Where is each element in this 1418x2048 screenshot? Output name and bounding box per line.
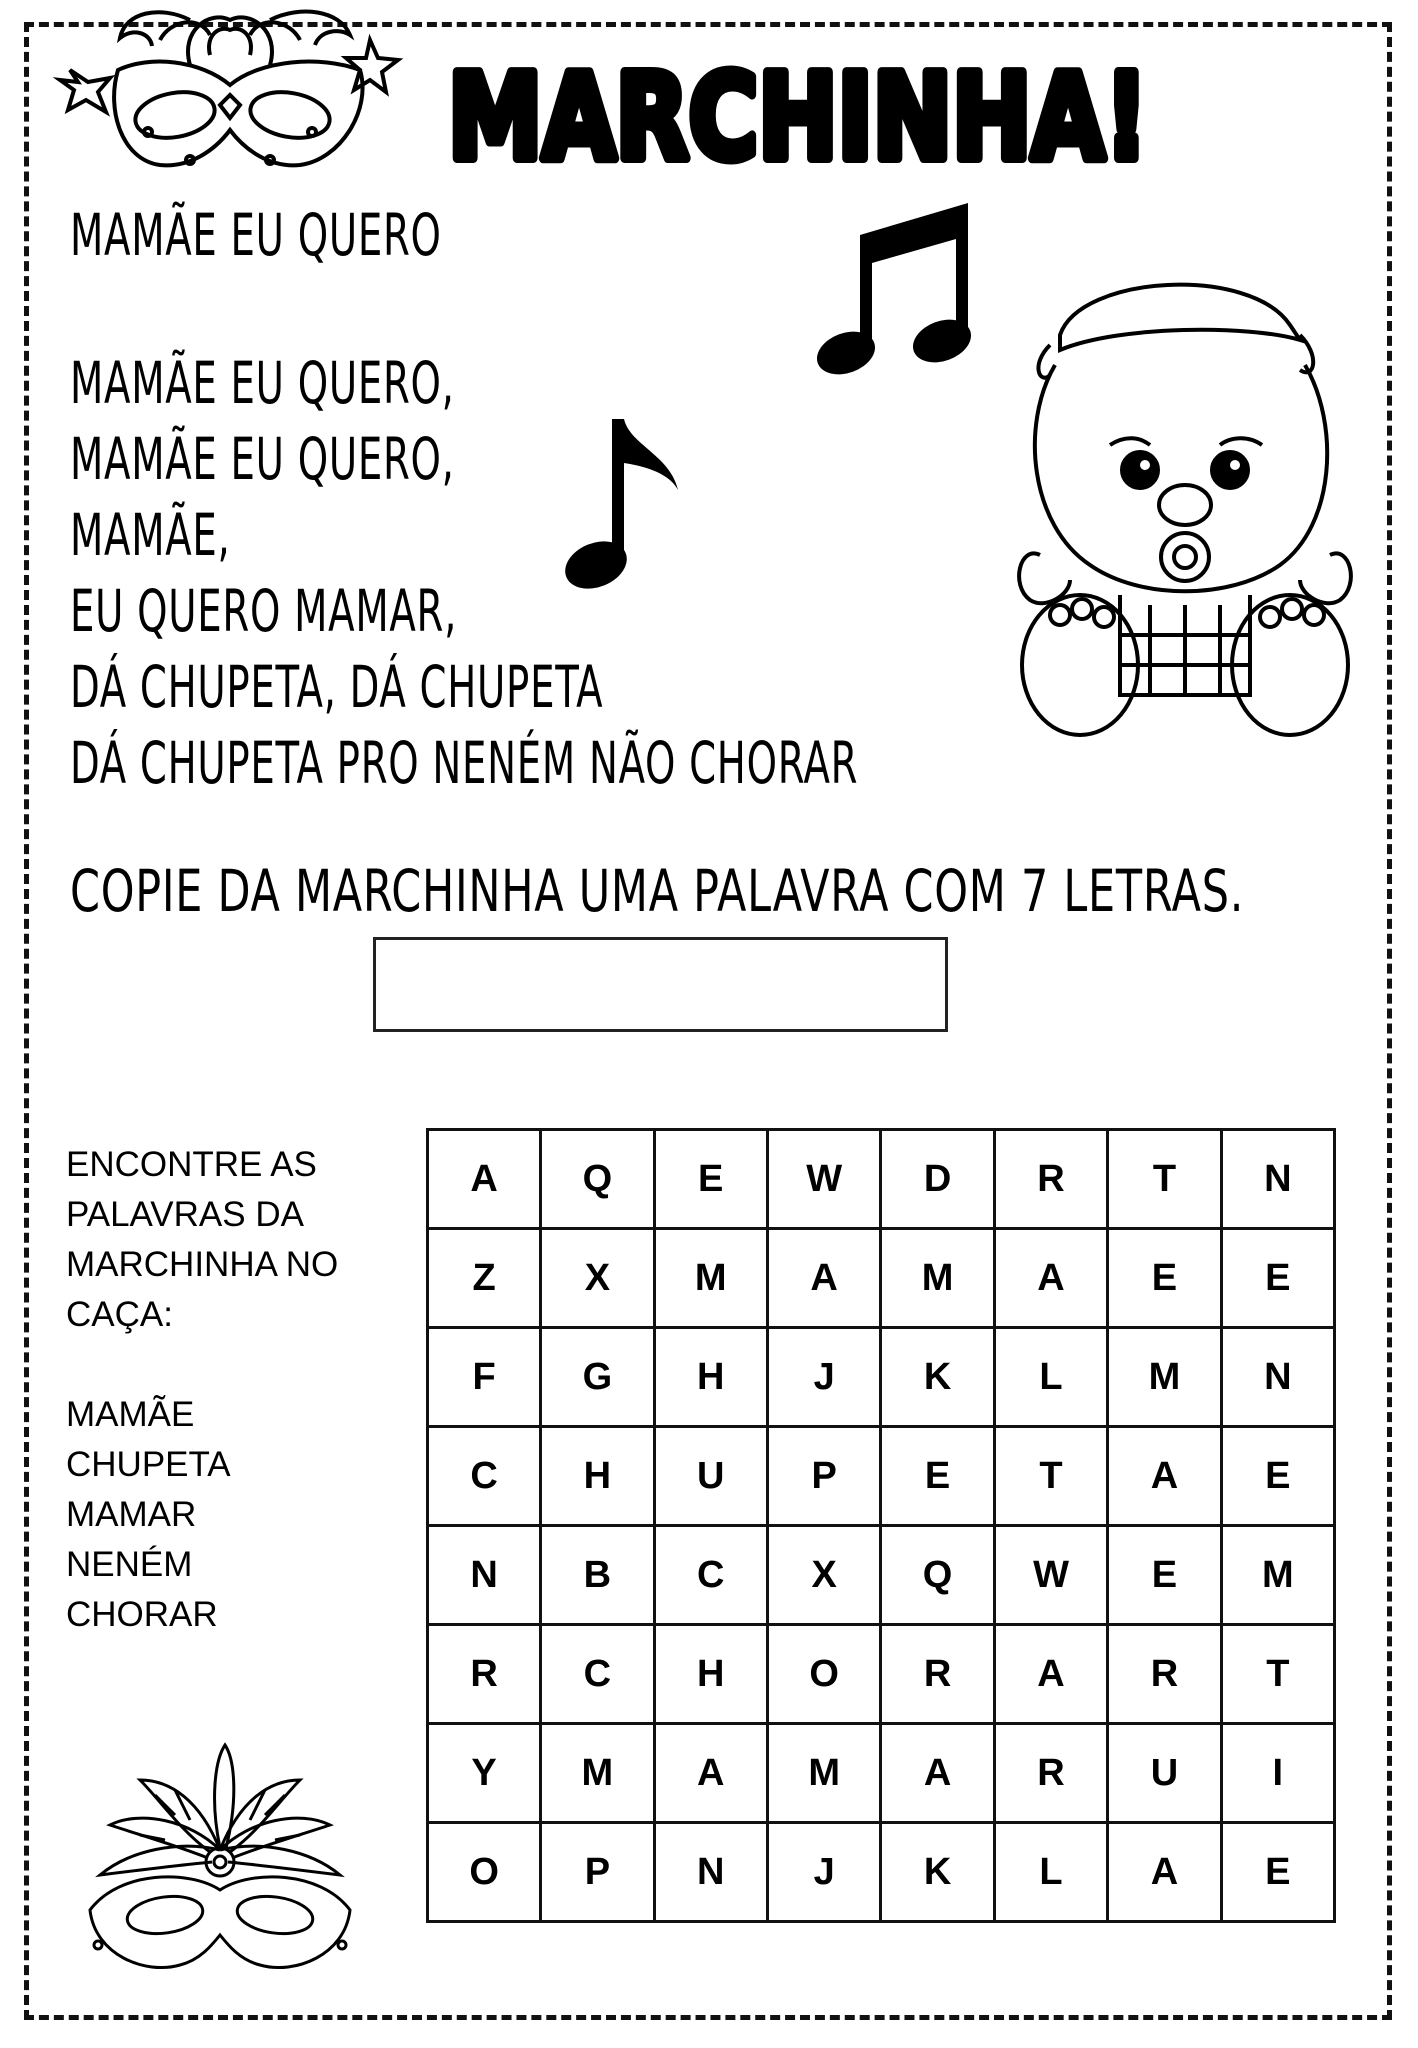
- grid-cell[interactable]: U: [1108, 1724, 1221, 1823]
- grid-cell[interactable]: R: [1108, 1625, 1221, 1724]
- grid-cell[interactable]: A: [428, 1130, 541, 1229]
- grid-cell[interactable]: X: [541, 1229, 654, 1328]
- word-list-item: MAMÃE: [66, 1395, 195, 1434]
- instruction-line: PALAVRAS DA: [66, 1195, 304, 1234]
- lyric-line: EU QUERO MAMAR,: [70, 577, 458, 645]
- grid-cell[interactable]: B: [541, 1526, 654, 1625]
- spacer: [66, 1340, 396, 1390]
- grid-cell[interactable]: L: [994, 1823, 1108, 1922]
- grid-cell[interactable]: M: [881, 1229, 994, 1328]
- grid-cell[interactable]: E: [654, 1130, 767, 1229]
- grid-row: [428, 1427, 1335, 1526]
- grid-cell[interactable]: C: [654, 1526, 767, 1625]
- grid-row: [428, 1130, 1335, 1229]
- grid-cell[interactable]: M: [1221, 1526, 1334, 1625]
- grid-cell[interactable]: E: [1108, 1526, 1221, 1625]
- grid-cell[interactable]: M: [541, 1724, 654, 1823]
- grid-cell[interactable]: K: [881, 1328, 994, 1427]
- baby-illustration: [1000, 265, 1370, 745]
- single-music-note-icon: [560, 415, 690, 595]
- grid-cell[interactable]: Q: [881, 1526, 994, 1625]
- grid-cell[interactable]: G: [541, 1328, 654, 1427]
- grid-cell[interactable]: C: [541, 1625, 654, 1724]
- grid-cell[interactable]: H: [654, 1625, 767, 1724]
- grid-cell[interactable]: N: [654, 1823, 767, 1922]
- grid-cell[interactable]: A: [994, 1625, 1108, 1724]
- feather-mask-icon: [80, 1740, 360, 1980]
- grid-cell[interactable]: I: [1221, 1724, 1334, 1823]
- grid-cell[interactable]: A: [654, 1724, 767, 1823]
- carnival-mask-icon: [40, 0, 420, 180]
- grid-cell[interactable]: L: [994, 1328, 1108, 1427]
- grid-cell[interactable]: T: [994, 1427, 1108, 1526]
- grid-cell[interactable]: A: [881, 1724, 994, 1823]
- grid-cell[interactable]: Y: [428, 1724, 541, 1823]
- instruction-line: CAÇA:: [66, 1295, 173, 1334]
- grid-cell[interactable]: E: [1221, 1823, 1334, 1922]
- grid-row: [428, 1625, 1335, 1724]
- song-title: MAMÃE EU QUERO: [70, 201, 442, 269]
- grid-cell[interactable]: A: [767, 1229, 881, 1328]
- grid-row: [428, 1526, 1335, 1625]
- grid-row: [428, 1823, 1335, 1922]
- grid-cell[interactable]: F: [428, 1328, 541, 1427]
- grid-cell[interactable]: E: [1221, 1229, 1334, 1328]
- grid-cell[interactable]: J: [767, 1823, 881, 1922]
- grid-cell[interactable]: C: [428, 1427, 541, 1526]
- question-text: COPIE DA MARCHINHA UMA PALAVRA COM 7 LETRAS.: [70, 857, 1245, 925]
- instruction-line: ENCONTRE AS: [66, 1145, 317, 1184]
- grid-cell[interactable]: K: [881, 1823, 994, 1922]
- grid-cell[interactable]: T: [1108, 1130, 1221, 1229]
- grid-row: [428, 1724, 1335, 1823]
- word-list-item: NENÉM: [66, 1545, 193, 1584]
- grid-cell[interactable]: M: [767, 1724, 881, 1823]
- grid-cell[interactable]: E: [1221, 1427, 1334, 1526]
- grid-cell[interactable]: P: [767, 1427, 881, 1526]
- grid-cell[interactable]: A: [1108, 1823, 1221, 1922]
- grid-cell[interactable]: U: [654, 1427, 767, 1526]
- grid-cell[interactable]: D: [881, 1130, 994, 1229]
- grid-cell[interactable]: R: [994, 1724, 1108, 1823]
- grid-cell[interactable]: E: [881, 1427, 994, 1526]
- page-title-text: MARCHINHA!: [448, 48, 1148, 186]
- lyric-line: MAMÃE EU QUERO,: [70, 349, 455, 417]
- grid-cell[interactable]: R: [881, 1625, 994, 1724]
- grid-cell[interactable]: Z: [428, 1229, 541, 1328]
- grid-cell[interactable]: Q: [541, 1130, 654, 1229]
- word-search-grid: [426, 1128, 1336, 1923]
- grid-cell[interactable]: N: [1221, 1328, 1334, 1427]
- grid-cell[interactable]: O: [428, 1823, 541, 1922]
- instruction-line: MARCHINHA NO: [66, 1245, 339, 1284]
- grid-cell[interactable]: J: [767, 1328, 881, 1427]
- grid-cell[interactable]: A: [994, 1229, 1108, 1328]
- grid-cell[interactable]: X: [767, 1526, 881, 1625]
- lyric-line: MAMÃE EU QUERO,: [70, 425, 455, 493]
- grid-row: [428, 1328, 1335, 1427]
- grid-row: [428, 1229, 1335, 1328]
- word-list-item: MAMAR: [66, 1495, 197, 1534]
- grid-cell[interactable]: P: [541, 1823, 654, 1922]
- grid-cell[interactable]: N: [428, 1526, 541, 1625]
- grid-cell[interactable]: M: [1108, 1328, 1221, 1427]
- grid-cell[interactable]: N: [1221, 1130, 1334, 1229]
- instructions-block: [66, 1140, 396, 1640]
- grid-cell[interactable]: O: [767, 1625, 881, 1724]
- answer-box[interactable]: [373, 937, 948, 1032]
- lyric-line: DÁ CHUPETA PRO NENÉM NÃO CHORAR: [70, 729, 859, 797]
- grid-cell[interactable]: A: [1108, 1427, 1221, 1526]
- grid-cell[interactable]: H: [541, 1427, 654, 1526]
- double-music-note-icon: [808, 195, 978, 375]
- page-title: [440, 40, 1160, 190]
- grid-cell[interactable]: T: [1221, 1625, 1334, 1724]
- grid-cell[interactable]: W: [767, 1130, 881, 1229]
- grid-cell[interactable]: W: [994, 1526, 1108, 1625]
- lyric-line: MAMÃE,: [70, 501, 231, 569]
- word-list-item: CHORAR: [66, 1595, 218, 1634]
- word-list-item: CHUPETA: [66, 1445, 231, 1484]
- grid-cell[interactable]: R: [994, 1130, 1108, 1229]
- grid-cell[interactable]: M: [654, 1229, 767, 1328]
- grid-cell[interactable]: E: [1108, 1229, 1221, 1328]
- lyric-line: DÁ CHUPETA, DÁ CHUPETA: [70, 653, 604, 721]
- grid-cell[interactable]: H: [654, 1328, 767, 1427]
- grid-cell[interactable]: R: [428, 1625, 541, 1724]
